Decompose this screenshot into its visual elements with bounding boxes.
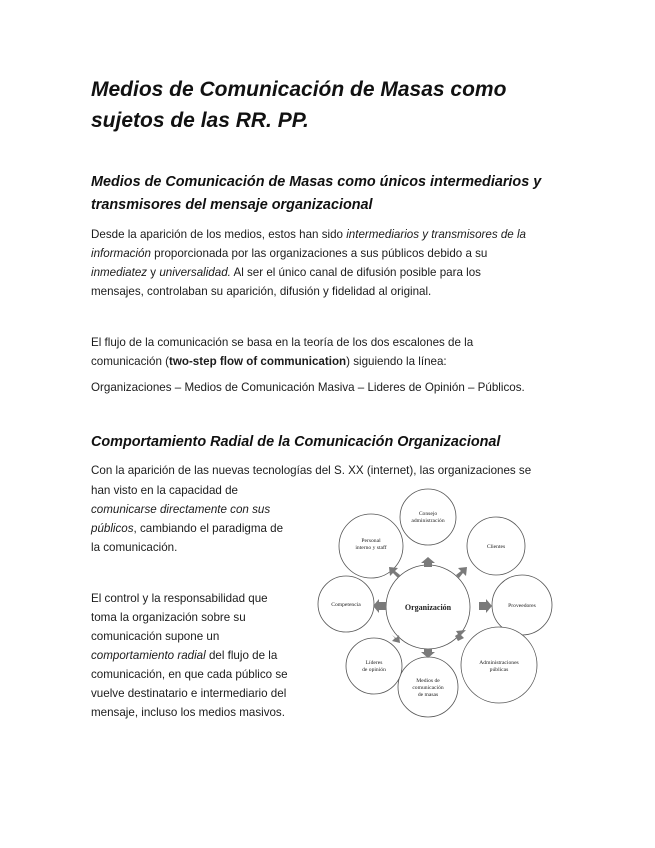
document-title: Medios de Comunicación de Masas como sujetos de las RR. PP. (91, 78, 507, 132)
arrow-icon (421, 649, 435, 658)
node-label-personal: Personal (361, 538, 381, 544)
paragraph-control-responsabilidad: El control y la responsabilidad que toma la organización sobre su comunicación supone un comportamiento radial del flujo de la comunicación, en que cada público se vuelve destinatario e intermediario del mensaje, incluso los medios masivos. (91, 592, 288, 719)
arrow-icon (373, 599, 386, 613)
arrow-icon (456, 567, 467, 578)
section-heading-comportamiento-radial: Comportamiento Radial de la Comunicación Organizacional (91, 434, 501, 450)
paragraph-intermediarios: Desde la aparición de los medios, estos han sido intermediarios y transmisores de la información proporcionada por las organizaciones a sus públicos debido a su inmediatez y universalidad. Al ser el único canal de difusión posible para los mensajes, controlaban su aparición, difusión y fidelidad al original. (91, 228, 526, 298)
node-label-lideres: Líderes (365, 660, 383, 666)
paragraph-flow-line: Organizaciones – Medios de Comunicación Masiva – Lideres de Opinión – Públicos. (91, 381, 525, 394)
node-label-organizacion: Organización (404, 603, 452, 612)
arrow-icon (479, 599, 492, 613)
node-label-administraciones: Administraciones (479, 660, 519, 666)
node-label-medios: de masas (417, 692, 439, 698)
node-label-clientes: Clientes (486, 544, 506, 550)
node-label-competencia: Competencia (331, 602, 361, 608)
node-label-lideres: de opinión (362, 667, 386, 673)
paragraph-nuevas-tecnologias: Con la aparición de las nuevas tecnologías del S. XX (internet), las organizaciones se (91, 464, 532, 477)
section-heading-intermediarios: Medios de Comunicación de Masas como únicos intermediarios y transmisores del mensaje organizacional (91, 174, 542, 213)
node-label-personal: interno y staff (355, 545, 387, 551)
arrow-icon (389, 567, 400, 578)
node-lideres-opinion (346, 638, 402, 694)
node-label-administraciones: públicas (489, 667, 509, 673)
paragraph-two-step-flow: El flujo de la comunicación se basa en la teoría de los dos escalones de la comunicación (two-step flow of communication) siguiendo la línea: (91, 336, 474, 368)
arrow-icon (455, 630, 466, 641)
node-label-proveedores: Proveedores (508, 603, 536, 609)
node-label-consejo: Consejo (418, 511, 438, 517)
paragraph-comunicarse-directamente: han visto en la capacidad de comunicarse directamente con sus públicos, cambiando el paradigma de la comunicación. (91, 484, 284, 554)
node-consejo-administracion (400, 489, 456, 545)
node-label-medios: comunicación (412, 685, 444, 691)
node-label-medios: Medios de (416, 678, 440, 684)
radial-communication-diagram (316, 486, 576, 718)
node-label-consejo: administración (411, 518, 445, 524)
